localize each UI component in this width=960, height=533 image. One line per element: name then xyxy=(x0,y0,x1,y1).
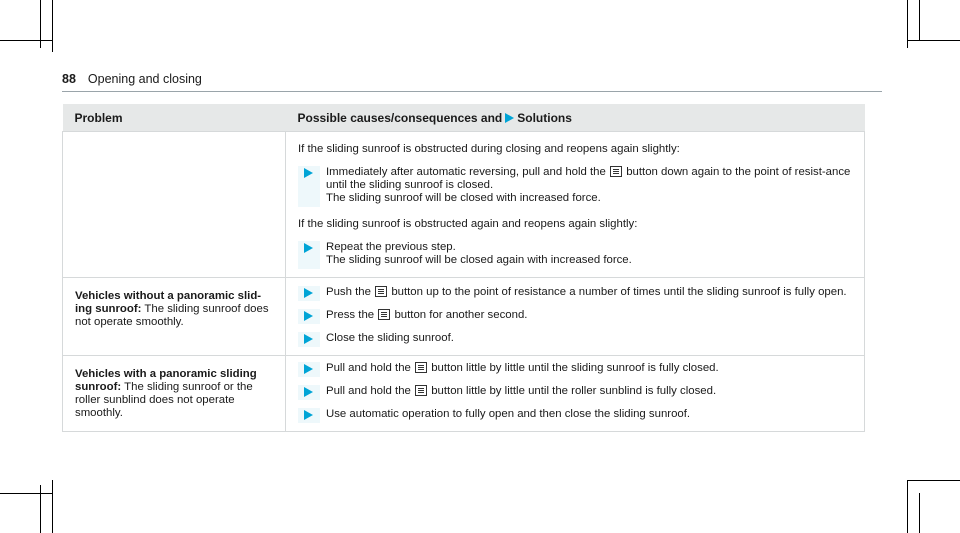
list-item: Repeat the previous step. The sliding sunroof will be closed again with increased force. xyxy=(298,241,852,269)
sunroof-switch-icon xyxy=(415,362,427,373)
arrow-icon xyxy=(304,311,313,321)
sunroof-switch-icon xyxy=(375,286,387,297)
arrow-icon xyxy=(304,334,313,344)
crop-mark xyxy=(52,480,53,533)
section-title: Opening and closing xyxy=(87,72,202,86)
crop-mark xyxy=(919,0,920,40)
problem-cell: Vehicles without a panoramic slid-ing sunroof: The sliding sunroof does not operate smoothly. xyxy=(63,278,286,356)
problem-cell xyxy=(63,132,286,278)
crop-mark xyxy=(908,40,960,41)
column-header-solutions: Possible causes/consequences and Solutions xyxy=(286,104,865,132)
table-row xyxy=(63,278,865,356)
arrow-icon xyxy=(304,288,313,298)
crop-mark xyxy=(919,493,920,533)
list-item: Immediately after automatic reversing, pull and hold the button down again to the point of resist-ance until the sliding sunroof is closed. The sliding sunroof will be closed with increased force. xyxy=(298,166,852,207)
paragraph: If the sliding sunroof is obstructed again and reopens again slightly: xyxy=(298,218,638,230)
table-row xyxy=(63,356,865,432)
page-number: 88 xyxy=(62,72,76,86)
list-item: Press the button for another second. xyxy=(298,309,852,324)
table-header-row xyxy=(63,104,865,132)
sunroof-switch-icon xyxy=(610,166,622,177)
arrow-icon xyxy=(304,364,313,374)
troubleshooting-table xyxy=(62,104,865,432)
table-row xyxy=(63,132,865,278)
page-header xyxy=(62,72,202,86)
paragraph: If the sliding sunroof is obstructed during closing and reopens again slightly: xyxy=(298,143,680,155)
header-divider xyxy=(62,91,882,92)
sunroof-switch-icon xyxy=(378,309,390,320)
solutions-cell xyxy=(286,132,865,278)
arrow-icon xyxy=(304,387,313,397)
list-item: Push the button up to the point of resistance a number of times until the sliding sunroof is fully open. xyxy=(298,286,852,301)
arrow-icon xyxy=(505,113,514,123)
crop-mark xyxy=(907,480,908,533)
solutions-cell xyxy=(286,278,865,356)
arrow-icon xyxy=(304,410,313,420)
column-header-problem: Problem xyxy=(63,104,286,132)
problem-cell: Vehicles with a panoramic sliding sunroof: The sliding sunroof or the roller sunblind does not operate smoothly. xyxy=(63,356,286,432)
crop-mark xyxy=(0,40,52,41)
crop-mark xyxy=(52,0,53,52)
arrow-icon xyxy=(304,168,313,178)
crop-mark xyxy=(908,480,960,481)
list-item: Pull and hold the button little by little until the sliding sunroof is fully closed. xyxy=(298,362,852,377)
list-item: Close the sliding sunroof. xyxy=(298,332,852,347)
crop-mark xyxy=(0,493,52,494)
solutions-cell xyxy=(286,356,865,432)
list-item: Pull and hold the button little by little until the roller sunblind is fully closed. xyxy=(298,385,852,400)
arrow-icon xyxy=(304,243,313,253)
sunroof-switch-icon xyxy=(415,385,427,396)
list-item: Use automatic operation to fully open and then close the sliding sunroof. xyxy=(298,408,852,423)
